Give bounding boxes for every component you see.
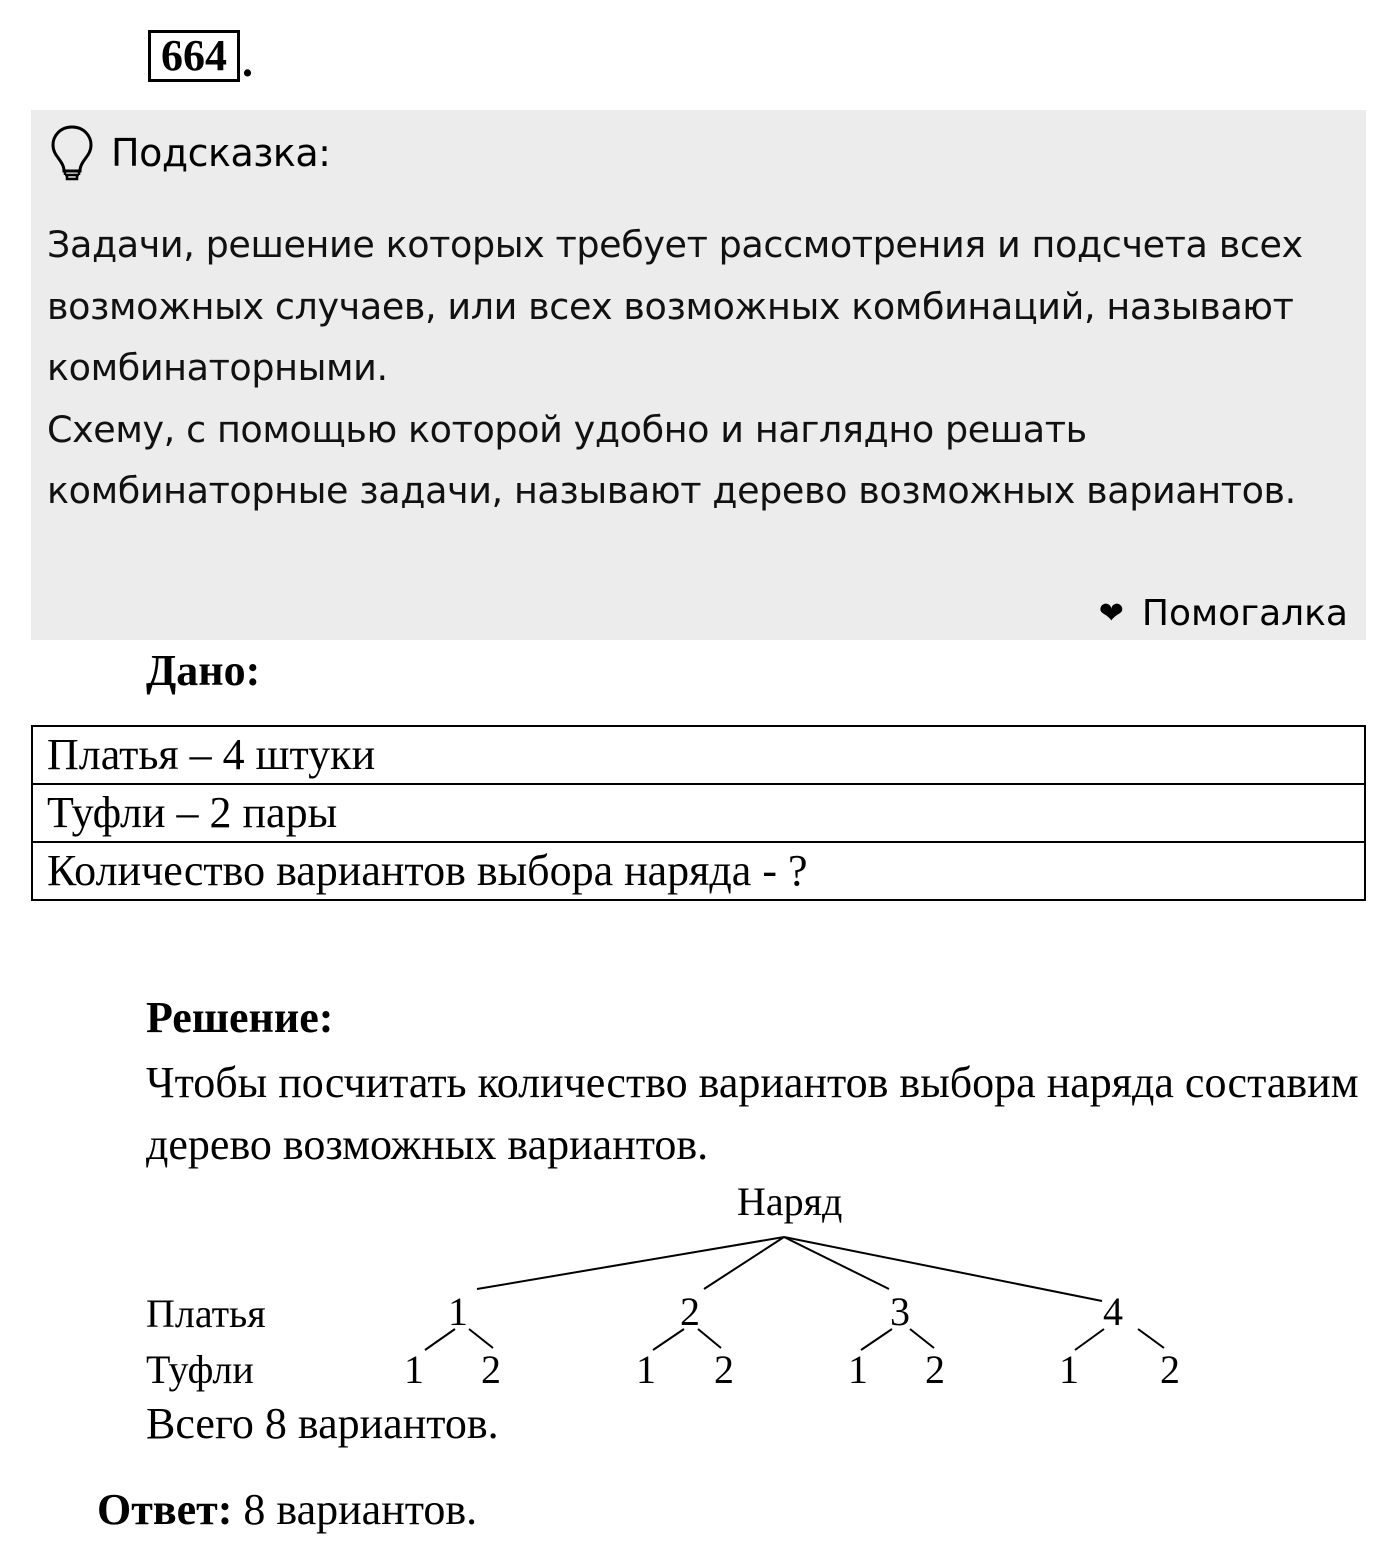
- hint-title: Подсказка:: [111, 131, 331, 175]
- given-row-question: Количество вариантов выбора наряда - ?: [32, 842, 1365, 900]
- tree-dress-node: 4: [1103, 1289, 1123, 1334]
- tree-shoes-node: 2: [925, 1347, 945, 1392]
- given-label: Дано:: [146, 646, 261, 695]
- hint-header: [49, 124, 330, 182]
- answer: [97, 1484, 477, 1535]
- hint-box: [31, 110, 1366, 640]
- hint-paragraph-2: Схему, с помощью которой удобно и наглядно решать комбинаторные задачи, называют дерево возможных вариантов.: [47, 407, 1296, 512]
- brand: [1099, 593, 1348, 634]
- solution-text: Чтобы посчитать количество вариантов выбора наряда составим дерево возможных вариантов.: [146, 1058, 1359, 1169]
- tree-shoes-node: 1: [404, 1347, 424, 1392]
- given-row-dresses: Платья – 4 штуки: [32, 726, 1365, 784]
- solution-label: Решение:: [146, 993, 334, 1042]
- total-count: Всего 8 вариантов.: [146, 1399, 499, 1448]
- tree-shoes-node: 2: [1160, 1347, 1180, 1392]
- given-row-shoes: Туфли – 2 пары: [32, 784, 1365, 842]
- brand-name: Помогалка: [1141, 593, 1348, 634]
- table-row: [32, 726, 1365, 784]
- table-row: [32, 784, 1365, 842]
- tree-root: Наряд: [737, 1179, 843, 1224]
- hint-text: [47, 214, 1347, 522]
- answer-label: Ответ:: [97, 1485, 233, 1534]
- lightbulb-icon: [49, 124, 95, 182]
- tree-shoes-node: 1: [636, 1347, 656, 1392]
- tree-dress-node: 1: [448, 1289, 468, 1334]
- tree-dress-node: 3: [890, 1289, 910, 1334]
- tree-shoes-node: 1: [1059, 1347, 1079, 1392]
- tree-shoes-node: 1: [848, 1347, 868, 1392]
- answer-value: 8 вариантов.: [243, 1485, 478, 1534]
- tree-level1-label: Платья: [146, 1291, 266, 1336]
- heart-icon: ❤: [1098, 595, 1124, 631]
- problem-number-suffix: .: [242, 37, 253, 86]
- tree-edges: [425, 1237, 1164, 1350]
- tree-level2-label: Туфли: [146, 1347, 254, 1392]
- possibility-tree: [0, 1170, 1400, 1400]
- problem-number: [148, 30, 253, 86]
- tree-dress-node: 2: [680, 1289, 700, 1334]
- tree-shoes-node: 2: [714, 1347, 734, 1392]
- tree-shoes-node: 2: [481, 1347, 501, 1392]
- problem-number-box: 664: [148, 30, 240, 82]
- hint-paragraph-1: Задачи, решение которых требует рассмотрения и подсчета всех возможных случаев, или всех возможных комбинаций, называют комбинаторными.: [47, 223, 1303, 389]
- given-table: [31, 725, 1366, 901]
- table-row: [32, 842, 1365, 900]
